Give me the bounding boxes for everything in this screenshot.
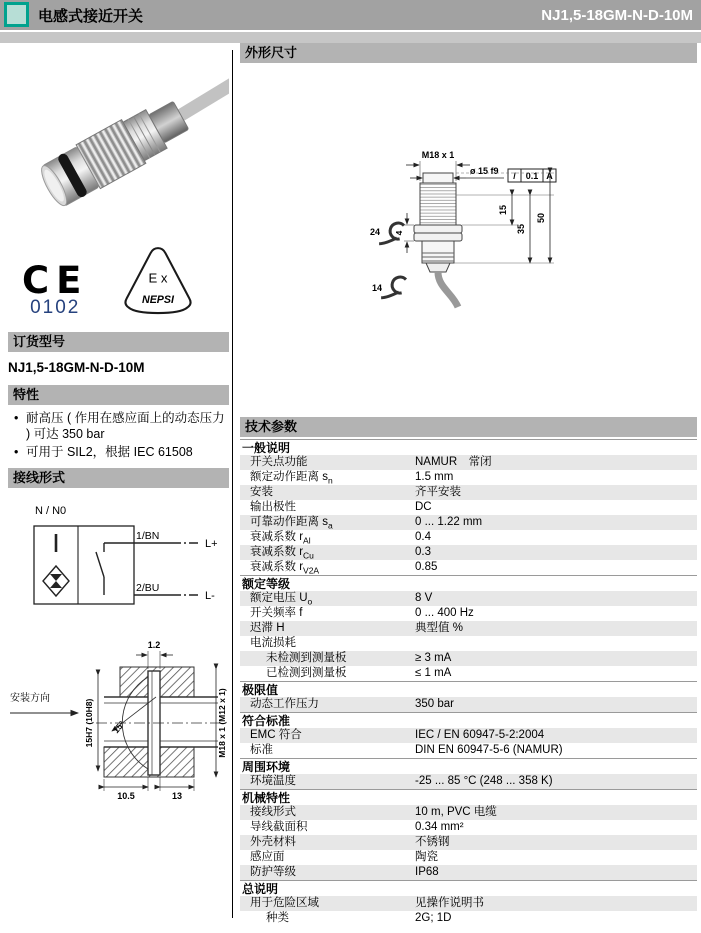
tech-row <box>240 515 697 530</box>
tech-section-title: 总说明 <box>240 880 697 896</box>
tech-row-value: NAMUR 常闭 <box>415 456 492 468</box>
mounting-diagram <box>8 637 229 814</box>
tech-row <box>240 545 697 560</box>
tech-row <box>240 606 697 621</box>
wire1-label: 1/BN <box>136 530 160 542</box>
product-photo <box>8 61 229 246</box>
section-features-heading: 特性 <box>8 385 229 405</box>
tech-row <box>240 697 697 712</box>
tech-row-value: 0 ... 400 Hz <box>415 607 474 619</box>
sensor-cable <box>176 64 229 117</box>
feature-item: • 可用于 SIL2，根据 IEC 61508 <box>12 444 229 460</box>
tech-row-value: 8 V <box>415 592 433 604</box>
tech-row-value: ≤ 1 mA <box>415 667 452 679</box>
tech-row-value: IEC / EN 60947-5-2:2004 <box>415 729 545 741</box>
l-plus-label: L+ <box>205 538 218 550</box>
tech-row-label: 额定动作距离 $s_n$ <box>250 471 333 486</box>
cable <box>438 272 458 307</box>
tech-row-label: 输出极性 <box>250 501 296 513</box>
runout-tolerance-frame <box>508 169 556 182</box>
ce-mark: CE <box>22 259 89 302</box>
tech-row-value: 2G; 1D <box>415 912 452 924</box>
left-column <box>8 43 229 814</box>
dim-diameter-label: ø 15 f9 <box>470 166 499 176</box>
tol-symbol: / <box>513 171 516 181</box>
tech-row-label: 衰减系数 $r_{Cu}$ <box>250 546 314 561</box>
tech-section-title: 符合标准 <box>240 712 697 728</box>
header-strip <box>0 32 701 43</box>
sensor-photo-graphic <box>8 61 229 246</box>
tech-row-label: 衰减系数 $r_{V2A}$ <box>250 561 320 576</box>
circuit-type-label: N / N0 <box>35 505 67 517</box>
section-connection-heading: 接线形式 <box>8 468 229 488</box>
feature-item: • 耐高压 ( 作用在感应面上的动态压力 ) 可达 350 bar <box>12 410 229 442</box>
dimension-drawing-graphic <box>358 145 658 320</box>
tech-row-value: 不锈钢 <box>415 836 450 848</box>
wiring-diagram-graphic <box>8 500 220 612</box>
column-divider <box>232 50 233 918</box>
tech-row <box>240 835 697 850</box>
approval-logos <box>8 248 229 318</box>
tech-row-label: 标准 <box>250 744 273 756</box>
wrench-bottom-label: 14 <box>371 283 382 293</box>
dim-thread-label: M18 x 1 <box>421 150 455 160</box>
tech-row-value: 0.4 <box>415 531 431 543</box>
tech-section-title: 周围环境 <box>240 758 697 774</box>
mount-dim-right: 13 <box>171 791 183 801</box>
brand-square-icon <box>4 2 29 27</box>
tech-row-label: 导线截面积 <box>250 821 308 833</box>
mount-dim-top: 1.2 <box>147 640 161 650</box>
tol-datum: A <box>546 171 553 181</box>
tech-section-title: 极限值 <box>240 681 697 697</box>
page-header <box>0 0 701 30</box>
wrench-14-icon <box>372 273 406 303</box>
tol-value: 0.1 <box>525 171 539 181</box>
tech-row <box>240 865 697 880</box>
tech-row-value: 0.34 mm² <box>415 821 464 833</box>
tech-row <box>240 651 697 666</box>
tech-row-label: 用于危险区域 <box>250 897 319 909</box>
mounting-diagram-graphic <box>8 637 230 809</box>
tech-row-value: DC <box>415 501 432 513</box>
ex-nepsi-logo <box>114 244 202 318</box>
tech-row <box>240 805 697 820</box>
tech-row-label: 感应面 <box>250 851 285 863</box>
tech-row-label: 种类 <box>266 912 289 924</box>
order-code: NJ1,5-18GM-N-D-10M <box>8 360 145 375</box>
tech-row-label: 环境温度 <box>250 775 296 787</box>
features-list <box>8 410 229 460</box>
dim-35-label: 35 <box>516 223 526 235</box>
tech-row-label: 外壳材料 <box>250 836 296 848</box>
tech-row <box>240 470 697 485</box>
mount-dim-left: 10.5 <box>117 791 135 801</box>
tech-row <box>240 560 697 575</box>
tech-row <box>240 728 697 743</box>
nepsi-label: NEPSI <box>142 294 175 307</box>
wiring-diagram <box>8 500 229 617</box>
tech-row <box>240 530 697 545</box>
tech-row-label: 接线形式 <box>250 806 296 818</box>
ce-number: 0102 <box>30 297 81 318</box>
page-title: 电感式接近开关 <box>38 7 144 25</box>
tech-section-title: 额定等级 <box>240 575 697 591</box>
ex-label: E x <box>148 270 168 286</box>
tech-row-label: 迟滞 H <box>250 622 285 634</box>
tech-row <box>240 774 697 789</box>
tech-row-value: 齐平安装 <box>415 486 461 498</box>
dim-15-label: 15 <box>498 204 508 216</box>
tech-row-label: 防护等级 <box>250 866 296 878</box>
tech-row <box>240 591 697 606</box>
mount-bore-label: 15H7 (10H8) <box>84 698 94 748</box>
tech-row-label: 安装 <box>250 486 273 498</box>
tech-row-label: 可靠动作距离 $s_a$ <box>250 516 333 531</box>
tech-row-label: 衰减系数 $r_{Al}$ <box>250 531 311 546</box>
tech-row-value: 陶瓷 <box>415 851 438 863</box>
wrench-top-label: 24 <box>369 227 380 237</box>
tech-table <box>240 439 697 926</box>
tech-row <box>240 621 697 636</box>
tech-row-value: 典型值 % <box>415 622 463 634</box>
mount-thread-label: M18 x 1 (M12 x 1) <box>217 688 227 758</box>
tech-row-value: 见操作说明书 <box>415 897 484 909</box>
threaded-barrel <box>420 183 456 225</box>
tech-row <box>240 666 697 681</box>
tech-row-value: 0.3 <box>415 546 431 558</box>
dim-50-label: 50 <box>536 212 546 224</box>
tech-row-value: DIN EN 60947-5-6 (NAMUR) <box>415 744 563 756</box>
tech-row-value: 0.85 <box>415 561 438 573</box>
tech-row <box>240 485 697 500</box>
tech-row-label: 电流损耗 <box>250 637 296 649</box>
tech-row <box>240 850 697 865</box>
tech-row <box>240 896 697 911</box>
wire2-label: 2/BU <box>136 582 160 594</box>
tech-row <box>240 820 697 835</box>
tech-row-label: 已检测到测量板 <box>266 667 347 679</box>
tech-row-value: 0 ... 1.22 mm <box>415 516 483 528</box>
section-order-heading: 订货型号 <box>8 332 229 352</box>
right-column <box>240 43 697 926</box>
mount-direction-label: 安装方向 <box>10 693 50 704</box>
header-product-code: NJ1,5-18GM-N-D-10M <box>541 6 693 24</box>
tech-section-title: 一般说明 <box>240 439 697 455</box>
tech-row <box>240 500 697 515</box>
tech-row-value: 10 m, PVC 电缆 <box>415 806 497 818</box>
tech-row-label: 未检测到测量板 <box>266 652 347 664</box>
l-minus-label: L- <box>205 590 215 602</box>
tech-row-label: 额定电压 $U_o$ <box>250 592 313 607</box>
tech-row-value: 1.5 mm <box>415 471 454 483</box>
tech-row-label: 动态工作压力 <box>250 698 319 710</box>
tech-row-value: ≥ 3 mA <box>415 652 452 664</box>
front-sleeve <box>423 173 453 183</box>
dim-4-label: 4 <box>394 230 404 236</box>
tech-row-value: 350 bar <box>415 698 455 710</box>
tech-section-title: 机械特性 <box>240 789 697 805</box>
tech-row-label: 开关频率 f <box>250 607 303 619</box>
dimension-drawing <box>358 145 697 325</box>
tech-row-label: 开关点功能 <box>250 456 308 468</box>
ce-logo <box>22 259 89 318</box>
tech-row-value <box>415 636 697 651</box>
tech-row-label: EMC 符合 <box>250 729 302 741</box>
tech-row <box>240 743 697 758</box>
lower-body <box>422 241 454 263</box>
mount-angle-label: 15° <box>110 718 127 736</box>
section-tech-heading: 技术参数 <box>240 417 697 437</box>
tech-row-value: -25 ... 85 °C (248 ... 358 K) <box>415 775 553 787</box>
tech-row <box>240 636 697 651</box>
section-dimensions-heading: 外形尺寸 <box>240 43 697 63</box>
tech-row <box>240 911 697 926</box>
tech-row <box>240 455 697 470</box>
tech-row-value: IP68 <box>415 866 439 878</box>
